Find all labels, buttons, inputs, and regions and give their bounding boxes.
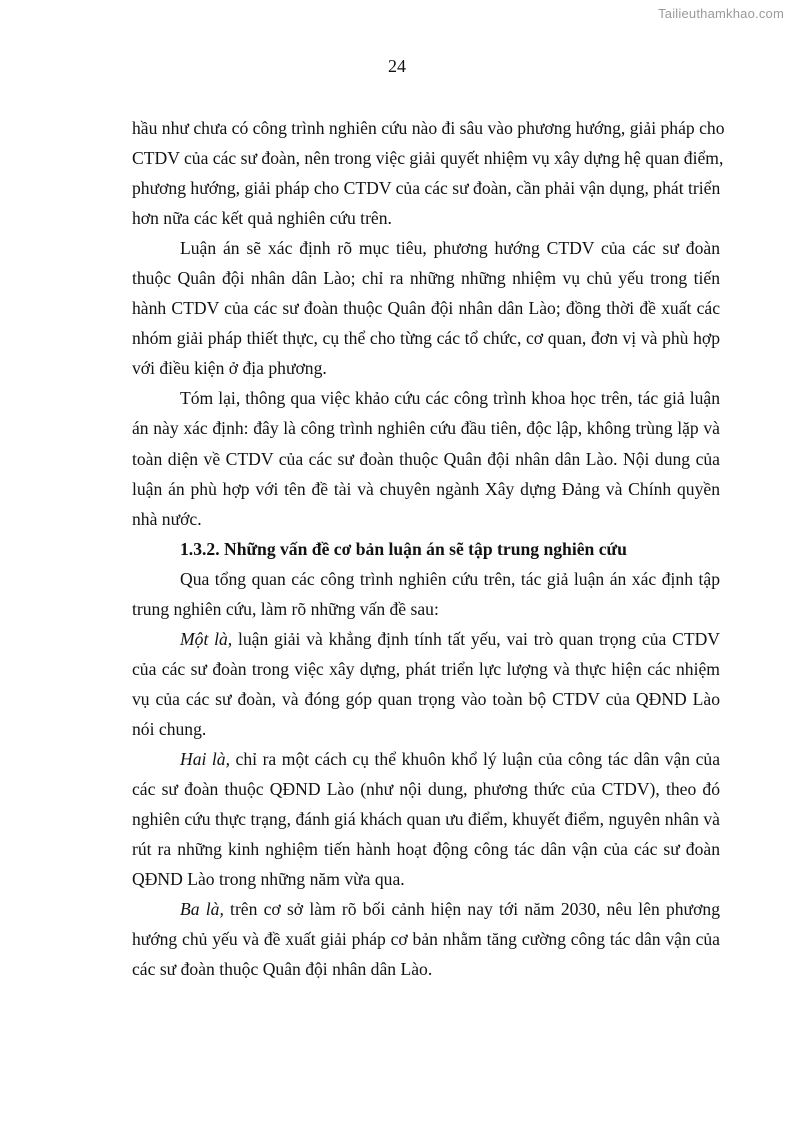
- line-text: hầu như chưa có công trình nghiên cứu nào đi sâu vào phương hướng, giải pháp cho: [132, 118, 725, 138]
- text-line: [132, 293, 720, 323]
- line-text: QĐND Lào trong những năm vừa qua.: [132, 869, 405, 890]
- page-number: 24: [388, 56, 406, 76]
- line-text: vụ của các sư đoàn, và đóng góp quan trọng vào toàn bộ CTDV của QĐND Lào: [132, 688, 720, 709]
- text-line: [132, 203, 720, 233]
- line-text: nhóm giải pháp thiết thực, cụ thể cho từng các tổ chức, cơ quan, đơn vị và phù hợp: [132, 328, 720, 349]
- text-line: [132, 564, 720, 594]
- text-line: [132, 924, 720, 954]
- text-line: [132, 864, 720, 894]
- text-line: [132, 353, 720, 383]
- text-line: [132, 383, 720, 413]
- paragraph: [132, 233, 720, 383]
- line-text: 1.3.2. Những vấn đề cơ bản luận án sẽ tập trung nghiên cứu: [180, 538, 627, 559]
- text-line: [132, 444, 720, 474]
- line-text: luận giải và khẳng định tính tất yếu, vai trò quan trọng của CTDV: [232, 628, 720, 649]
- text-line: [132, 413, 720, 443]
- line-text: các sư đoàn thuộc QĐND Lào (như nội dung, phương thức của CTDV), theo đó: [132, 779, 720, 800]
- line-text: nói chung.: [132, 718, 207, 739]
- text-line: [132, 684, 720, 714]
- line-text: của các sư đoàn trong việc xây dựng, phát triển lực lượng và thực hiện các nhiệm: [132, 658, 720, 679]
- text-line: [132, 263, 720, 293]
- text-line: [132, 654, 720, 684]
- text-line: [132, 323, 720, 353]
- paragraph: [132, 113, 725, 233]
- line-text: nhà nước.: [132, 508, 202, 529]
- line-text: phương hướng, giải pháp cho CTDV của các sư đoàn, cần phải vận dụng, phát triển: [132, 178, 721, 199]
- text-line: [132, 504, 720, 534]
- text-line: [132, 714, 720, 744]
- text-line: [132, 113, 725, 143]
- paragraph: [132, 744, 720, 894]
- line-text: Tóm lại, thông qua việc khảo cứu các công trình khoa học trên, tác giả luận: [180, 388, 720, 409]
- line-text: luận án phù hợp với tên đề tài và chuyên ngành Xây dựng Đảng và Chính quyền: [132, 478, 720, 499]
- document-body: [132, 113, 725, 984]
- text-line: [132, 954, 720, 984]
- line-text: hướng chủ yếu và đề xuất giải pháp cơ bản nhằm tăng cường công tác dân vận của: [132, 929, 720, 950]
- line-text: CTDV của các sư đoàn, nên trong việc giải quyết nhiệm vụ xây dựng hệ quan điểm,: [132, 148, 724, 169]
- text-line: [132, 624, 720, 654]
- text-line: [132, 894, 720, 924]
- text-line: [132, 534, 720, 564]
- watermark: Tailieuthamkhao.com: [658, 6, 784, 21]
- line-text: rút ra những kinh nghiệm tiến hành hoạt động công tác dân vận của các sư đoàn: [132, 839, 720, 860]
- line-text: Qua tổng quan các công trình nghiên cứu trên, tác giả luận án xác định tập: [180, 568, 720, 589]
- text-line: [132, 233, 720, 263]
- line-text: với điều kiện ở địa phương.: [132, 358, 327, 379]
- paragraph: [132, 894, 720, 984]
- line-text: chỉ ra một cách cụ thể khuôn khổ lý luận của công tác dân vận của: [230, 748, 721, 769]
- paragraph: [132, 564, 720, 624]
- text-line: [132, 774, 720, 804]
- line-text: toàn diện về CTDV của các sư đoàn thuộc Quân đội nhân dân Lào. Nội dung của: [132, 448, 720, 469]
- text-line: [132, 474, 720, 504]
- line-text: án này xác định: đây là công trình nghiên cứu đầu tiên, độc lập, không trùng lặp và: [132, 418, 720, 439]
- section-heading: [132, 534, 720, 564]
- line-text: trung nghiên cứu, làm rõ những vấn đề sau:: [132, 598, 439, 619]
- text-line: [132, 744, 720, 774]
- line-text: hành CTDV của các sư đoàn thuộc Quân đội nhân dân Lào; đồng thời đề xuất các: [132, 298, 720, 319]
- paragraph: [132, 624, 720, 744]
- text-line: [132, 143, 724, 173]
- line-text: trên cơ sở làm rõ bối cảnh hiện nay tới năm 2030, nêu lên phương: [223, 899, 720, 920]
- italic-lead: Ba là,: [180, 899, 224, 920]
- italic-lead: Hai là,: [180, 748, 231, 769]
- text-line: [132, 173, 720, 203]
- text-line: [132, 804, 720, 834]
- line-text: hơn nữa các kết quả nghiên cứu trên.: [132, 208, 392, 229]
- paragraph: [132, 383, 720, 533]
- text-line: [132, 594, 720, 624]
- line-text: Luận án sẽ xác định rõ mục tiêu, phương hướng CTDV của các sư đoàn: [180, 238, 720, 259]
- line-text: các sư đoàn thuộc Quân đội nhân dân Lào.: [132, 959, 433, 980]
- text-line: [132, 834, 720, 864]
- line-text: thuộc Quân đội nhân dân Lào; chỉ ra những những nhiệm vụ chủ yếu trong tiến: [132, 268, 720, 289]
- italic-lead: Một là,: [180, 628, 233, 649]
- line-text: nghiên cứu thực trạng, đánh giá khách quan ưu điểm, khuyết điểm, nguyên nhân và: [132, 809, 720, 830]
